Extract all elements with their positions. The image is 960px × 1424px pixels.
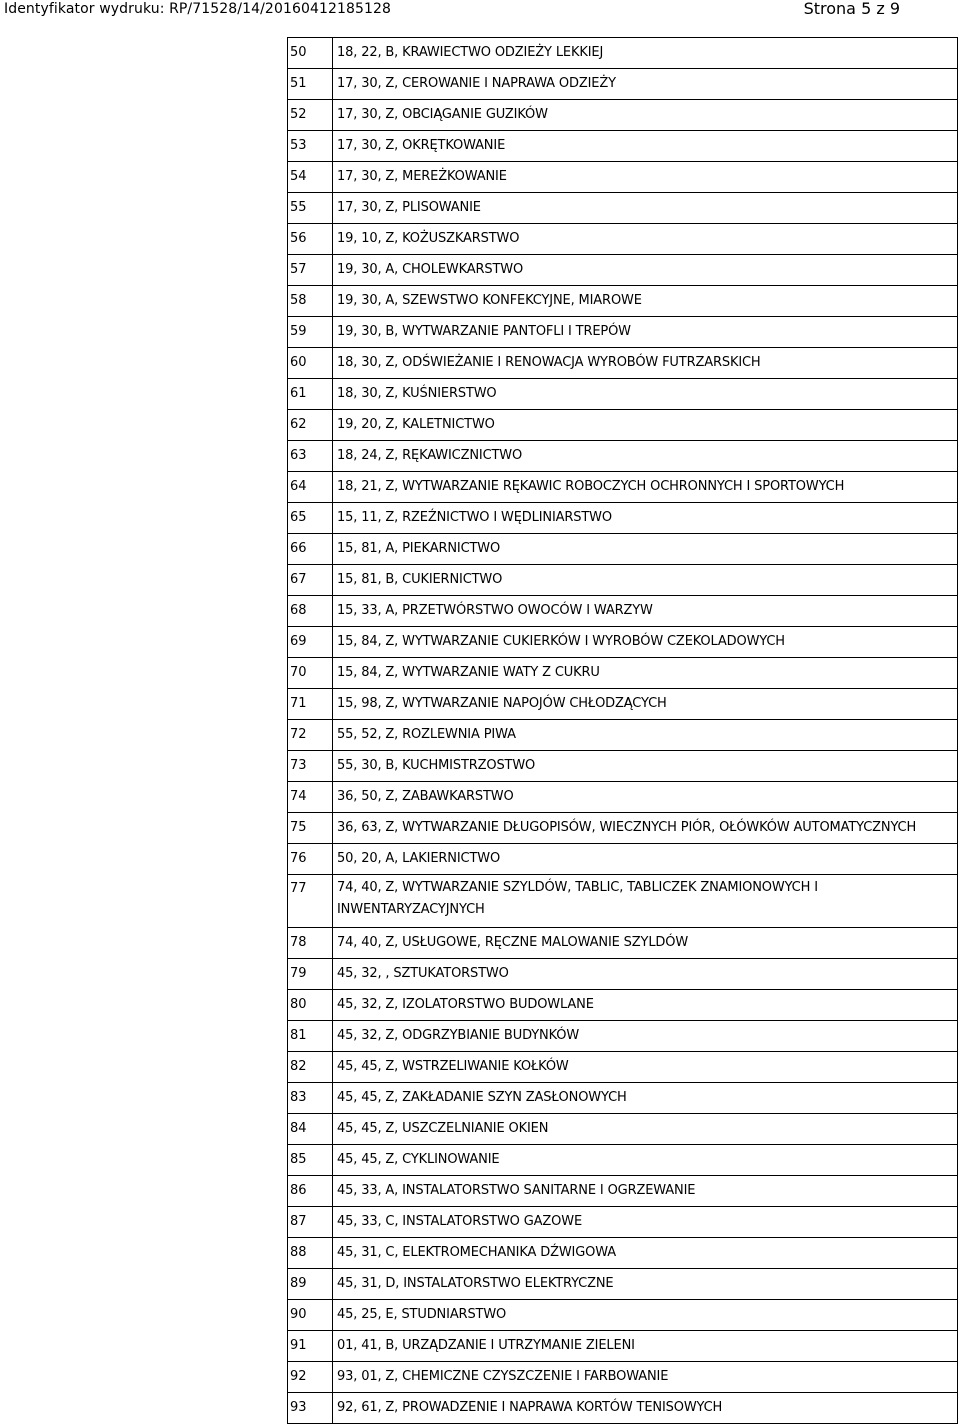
row-number: 83: [288, 1083, 333, 1114]
table-row: [288, 131, 958, 162]
table-row: [288, 1269, 958, 1300]
print-identifier: Identyfikator wydruku: RP/71528/14/20160412185128: [4, 1, 392, 17]
row-description: 45, 45, Z, ZAKŁADANIE SZYN ZASŁONOWYCH: [333, 1083, 958, 1114]
table-row: [288, 813, 958, 844]
table-row: [288, 1176, 958, 1207]
row-number: 62: [288, 410, 333, 441]
row-number: 82: [288, 1052, 333, 1083]
row-description: 17, 30, Z, PLISOWANIE: [333, 193, 958, 224]
row-number: 91: [288, 1331, 333, 1362]
row-number: 85: [288, 1145, 333, 1176]
table-row: [288, 596, 958, 627]
row-description: 45, 25, E, STUDNIARSTWO: [333, 1300, 958, 1331]
row-number: 60: [288, 348, 333, 379]
row-description: 18, 24, Z, RĘKAWICZNICTWO: [333, 441, 958, 472]
table-row: [288, 255, 958, 286]
row-description: 17, 30, Z, CEROWANIE I NAPRAWA ODZIEŻY: [333, 69, 958, 100]
table-row: [288, 751, 958, 782]
row-description: 15, 81, B, CUKIERNICTWO: [333, 565, 958, 596]
table-row: [288, 720, 958, 751]
row-number: 71: [288, 689, 333, 720]
table-row: [288, 1145, 958, 1176]
row-description: 15, 11, Z, RZEŹNICTWO I WĘDLINIARSTWO: [333, 503, 958, 534]
row-number: 58: [288, 286, 333, 317]
row-description: 19, 20, Z, KALETNICTWO: [333, 410, 958, 441]
table-row: [288, 928, 958, 959]
row-description: 45, 31, D, INSTALATORSTWO ELEKTRYCZNE: [333, 1269, 958, 1300]
row-description: 55, 30, B, KUCHMISTRZOSTWO: [333, 751, 958, 782]
row-description: 45, 45, Z, CYKLINOWANIE: [333, 1145, 958, 1176]
row-description: 15, 33, A, PRZETWÓRSTWO OWOCÓW I WARZYW: [333, 596, 958, 627]
row-description: 15, 81, A, PIEKARNICTWO: [333, 534, 958, 565]
row-number: 70: [288, 658, 333, 689]
row-description: 18, 21, Z, WYTWARZANIE RĘKAWIC ROBOCZYCH OCHRONNYCH I SPORTOWYCH: [333, 472, 958, 503]
row-description: 50, 20, A, LAKIERNICTWO: [333, 844, 958, 875]
row-description: 36, 50, Z, ZABAWKARSTWO: [333, 782, 958, 813]
table-row: [288, 317, 958, 348]
table-row: [288, 1362, 958, 1393]
row-number: 66: [288, 534, 333, 565]
row-number: 79: [288, 959, 333, 990]
row-number: 88: [288, 1238, 333, 1269]
row-description: 15, 84, Z, WYTWARZANIE CUKIERKÓW I WYROBÓW CZEKOLADOWYCH: [333, 627, 958, 658]
row-description: 45, 33, C, INSTALATORSTWO GAZOWE: [333, 1207, 958, 1238]
table-row: [288, 658, 958, 689]
table-row: [288, 627, 958, 658]
row-number: 50: [288, 38, 333, 69]
row-description: 74, 40, Z, WYTWARZANIE SZYLDÓW, TABLIC, TABLICZEK ZNAMIONOWYCH I INWENTARYZACYJNYCH: [333, 875, 958, 928]
row-description: 19, 30, A, CHOLEWKARSTWO: [333, 255, 958, 286]
table-row: [288, 1114, 958, 1145]
table-row: [288, 472, 958, 503]
row-description: 45, 32, , SZTUKATORSTWO: [333, 959, 958, 990]
row-description: 92, 61, Z, PROWADZENIE I NAPRAWA KORTÓW TENISOWYCH: [333, 1393, 958, 1424]
row-number: 76: [288, 844, 333, 875]
table-row: [288, 990, 958, 1021]
row-number: 81: [288, 1021, 333, 1052]
table-row: [288, 959, 958, 990]
table-row: [288, 224, 958, 255]
row-number: 57: [288, 255, 333, 286]
activity-table: [287, 37, 958, 1424]
row-description: 19, 10, Z, KOŻUSZKARSTWO: [333, 224, 958, 255]
row-description: 15, 98, Z, WYTWARZANIE NAPOJÓW CHŁODZĄCYCH: [333, 689, 958, 720]
table-row: [288, 348, 958, 379]
row-number: 69: [288, 627, 333, 658]
table-row: [288, 100, 958, 131]
table-row: [288, 38, 958, 69]
row-description: 45, 45, Z, WSTRZELIWANIE KOŁKÓW: [333, 1052, 958, 1083]
row-number: 51: [288, 69, 333, 100]
row-number: 59: [288, 317, 333, 348]
row-number: 90: [288, 1300, 333, 1331]
table-row: [288, 1083, 958, 1114]
row-number: 52: [288, 100, 333, 131]
table-row: [288, 1052, 958, 1083]
table-row: [288, 782, 958, 813]
table-row: [288, 69, 958, 100]
table-row: [288, 1331, 958, 1362]
table-row: [288, 1021, 958, 1052]
row-description: 18, 22, B, KRAWIECTWO ODZIEŻY LEKKIEJ: [333, 38, 958, 69]
row-number: 86: [288, 1176, 333, 1207]
table-row: [288, 1393, 958, 1424]
row-description: 01, 41, B, URZĄDZANIE I UTRZYMANIE ZIELENI: [333, 1331, 958, 1362]
row-number: 80: [288, 990, 333, 1021]
row-description: 45, 45, Z, USZCZELNIANIE OKIEN: [333, 1114, 958, 1145]
row-description: 45, 33, A, INSTALATORSTWO SANITARNE I OGRZEWANIE: [333, 1176, 958, 1207]
row-number: 93: [288, 1393, 333, 1424]
row-number: 53: [288, 131, 333, 162]
table-row: [288, 441, 958, 472]
row-description: 74, 40, Z, USŁUGOWE, RĘCZNE MALOWANIE SZYLDÓW: [333, 928, 958, 959]
row-number: 74: [288, 782, 333, 813]
row-description: 55, 52, Z, ROZLEWNIA PIWA: [333, 720, 958, 751]
table-row: [288, 286, 958, 317]
row-description: 18, 30, Z, ODŚWIEŻANIE I RENOWACJA WYROBÓW FUTRZARSKICH: [333, 348, 958, 379]
row-description: 19, 30, A, SZEWSTWO KONFEKCYJNE, MIAROWE: [333, 286, 958, 317]
row-description: 45, 32, Z, IZOLATORSTWO BUDOWLANE: [333, 990, 958, 1021]
row-description: 18, 30, Z, KUŚNIERSTWO: [333, 379, 958, 410]
row-description: 36, 63, Z, WYTWARZANIE DŁUGOPISÓW, WIECZNYCH PIÓR, OŁÓWKÓW AUTOMATYCZNYCH: [333, 813, 958, 844]
row-number: 64: [288, 472, 333, 503]
page-number: Strona 5 z 9: [803, 0, 900, 18]
row-number: 78: [288, 928, 333, 959]
activity-table-body: [288, 38, 958, 1424]
row-number: 63: [288, 441, 333, 472]
row-number: 68: [288, 596, 333, 627]
row-description: 17, 30, Z, MEREŻKOWANIE: [333, 162, 958, 193]
row-number: 92: [288, 1362, 333, 1393]
table-row: [288, 410, 958, 441]
row-number: 54: [288, 162, 333, 193]
table-row: [288, 534, 958, 565]
row-number: 65: [288, 503, 333, 534]
row-number: 72: [288, 720, 333, 751]
table-row: [288, 1207, 958, 1238]
row-number: 84: [288, 1114, 333, 1145]
table-row: [288, 379, 958, 410]
row-number: 87: [288, 1207, 333, 1238]
row-description: 93, 01, Z, CHEMICZNE CZYSZCZENIE I FARBOWANIE: [333, 1362, 958, 1393]
row-number: 67: [288, 565, 333, 596]
row-description: 17, 30, Z, OKRĘTKOWANIE: [333, 131, 958, 162]
table-row: [288, 689, 958, 720]
table-row: [288, 503, 958, 534]
row-description: 17, 30, Z, OBCIĄGANIE GUZIKÓW: [333, 100, 958, 131]
row-number: 89: [288, 1269, 333, 1300]
row-description: 45, 32, Z, ODGRZYBIANIE BUDYNKÓW: [333, 1021, 958, 1052]
row-number: 75: [288, 813, 333, 844]
table-row: [288, 1238, 958, 1269]
row-description: 15, 84, Z, WYTWARZANIE WATY Z CUKRU: [333, 658, 958, 689]
row-number: 73: [288, 751, 333, 782]
row-number: 77: [288, 875, 333, 928]
row-description: 45, 31, C, ELEKTROMECHANIKA DŹWIGOWA: [333, 1238, 958, 1269]
table-row: [288, 565, 958, 596]
table-row: [288, 193, 958, 224]
print-header: [0, 0, 960, 22]
row-number: 61: [288, 379, 333, 410]
table-row: [288, 844, 958, 875]
row-description: 19, 30, B, WYTWARZANIE PANTOFLI I TREPÓW: [333, 317, 958, 348]
table-row: [288, 875, 958, 928]
table-row: [288, 162, 958, 193]
row-number: 56: [288, 224, 333, 255]
row-number: 55: [288, 193, 333, 224]
table-row: [288, 1300, 958, 1331]
